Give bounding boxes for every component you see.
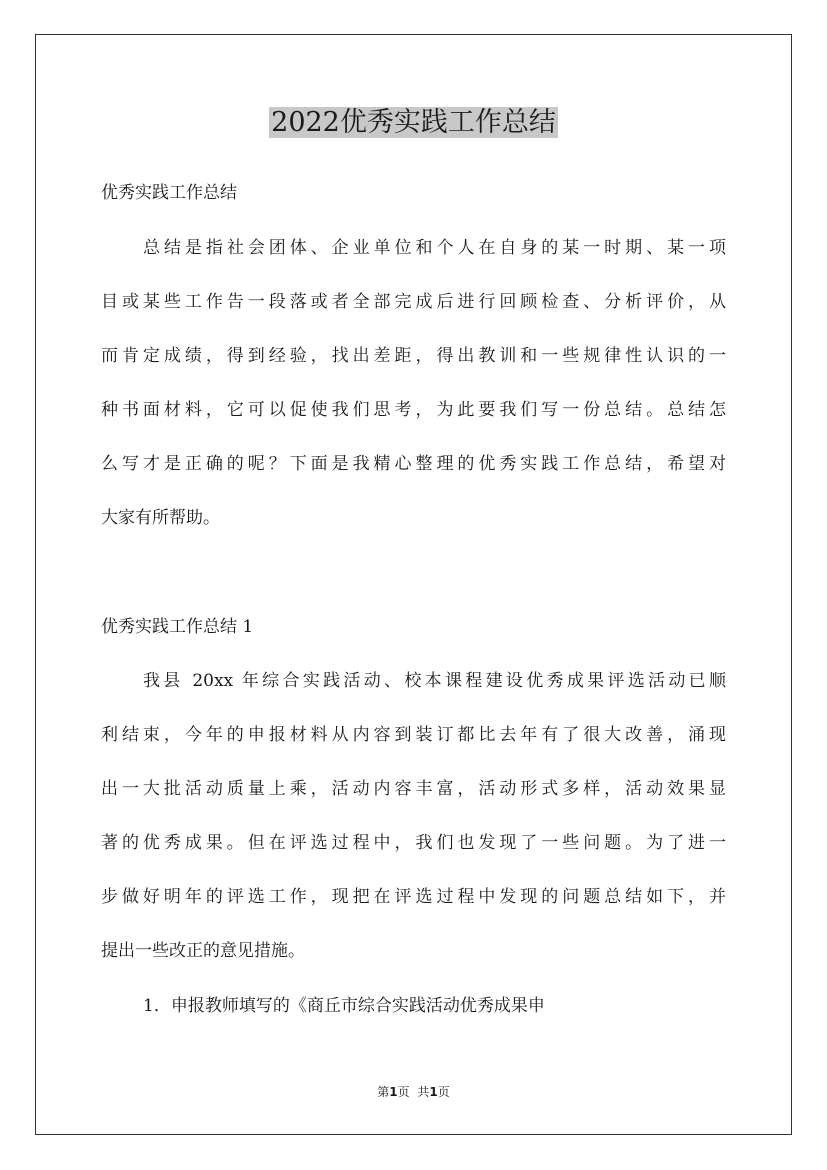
page-label-suffix: 页 — [397, 1085, 410, 1099]
total-pages: 1 — [429, 1085, 438, 1099]
page-number: 1 — [389, 1085, 398, 1099]
page-footer — [0, 1084, 827, 1100]
total-label-prefix: 共 — [417, 1085, 430, 1099]
body-paragraph — [101, 669, 726, 993]
intro-line: 总结是指社会团体、企业单位和个人在自身的某一时期、某一项 — [143, 238, 726, 258]
body-line: 利结束，今年的申报材料从内容到装订都比去年有了很大改善，涌现 — [101, 725, 726, 745]
intro-paragraph — [101, 236, 726, 560]
body-line: 我县 20xx 年综合实践活动、校本课程建设优秀成果评选活动已顺 — [143, 671, 726, 691]
intro-line: 目或某些工作告一段落或者全部完成后进行回顾检查、分析评价，从 — [101, 292, 726, 312]
document-title — [0, 103, 827, 143]
subheading-summary: 优秀实践工作总结 — [101, 183, 237, 203]
subheading-summary-1: 优秀实践工作总结 1 — [101, 617, 254, 637]
intro-line: 种书面材料，它可以促使我们思考，为此要我们写一份总结。总结怎 — [101, 400, 726, 420]
body-line: 提出一些改正的意见措施。 — [101, 941, 305, 961]
body-line: 出一大批活动质量上乘，活动内容丰富，活动形式多样，活动效果显 — [101, 779, 726, 799]
list-item-1: 1．申报教师填写的《商丘市综合实践活动优秀成果申 — [143, 996, 545, 1016]
intro-line: 大家有所帮助。 — [101, 508, 220, 528]
body-line: 步做好明年的评选工作，现把在评选过程中发现的问题总结如下，并 — [101, 887, 726, 907]
total-label-suffix: 页 — [437, 1085, 450, 1099]
page-label-prefix: 第 — [377, 1085, 390, 1099]
document-title-text: 2022优秀实践工作总结 — [271, 107, 556, 138]
intro-line: 么写才是正确的呢？下面是我精心整理的优秀实践工作总结，希望对 — [101, 454, 726, 474]
intro-line: 而肯定成绩，得到经验，找出差距，得出教训和一些规律性认识的一 — [101, 346, 726, 366]
body-line: 著的优秀成果。但在评选过程中，我们也发现了一些问题。为了进一 — [101, 833, 726, 853]
